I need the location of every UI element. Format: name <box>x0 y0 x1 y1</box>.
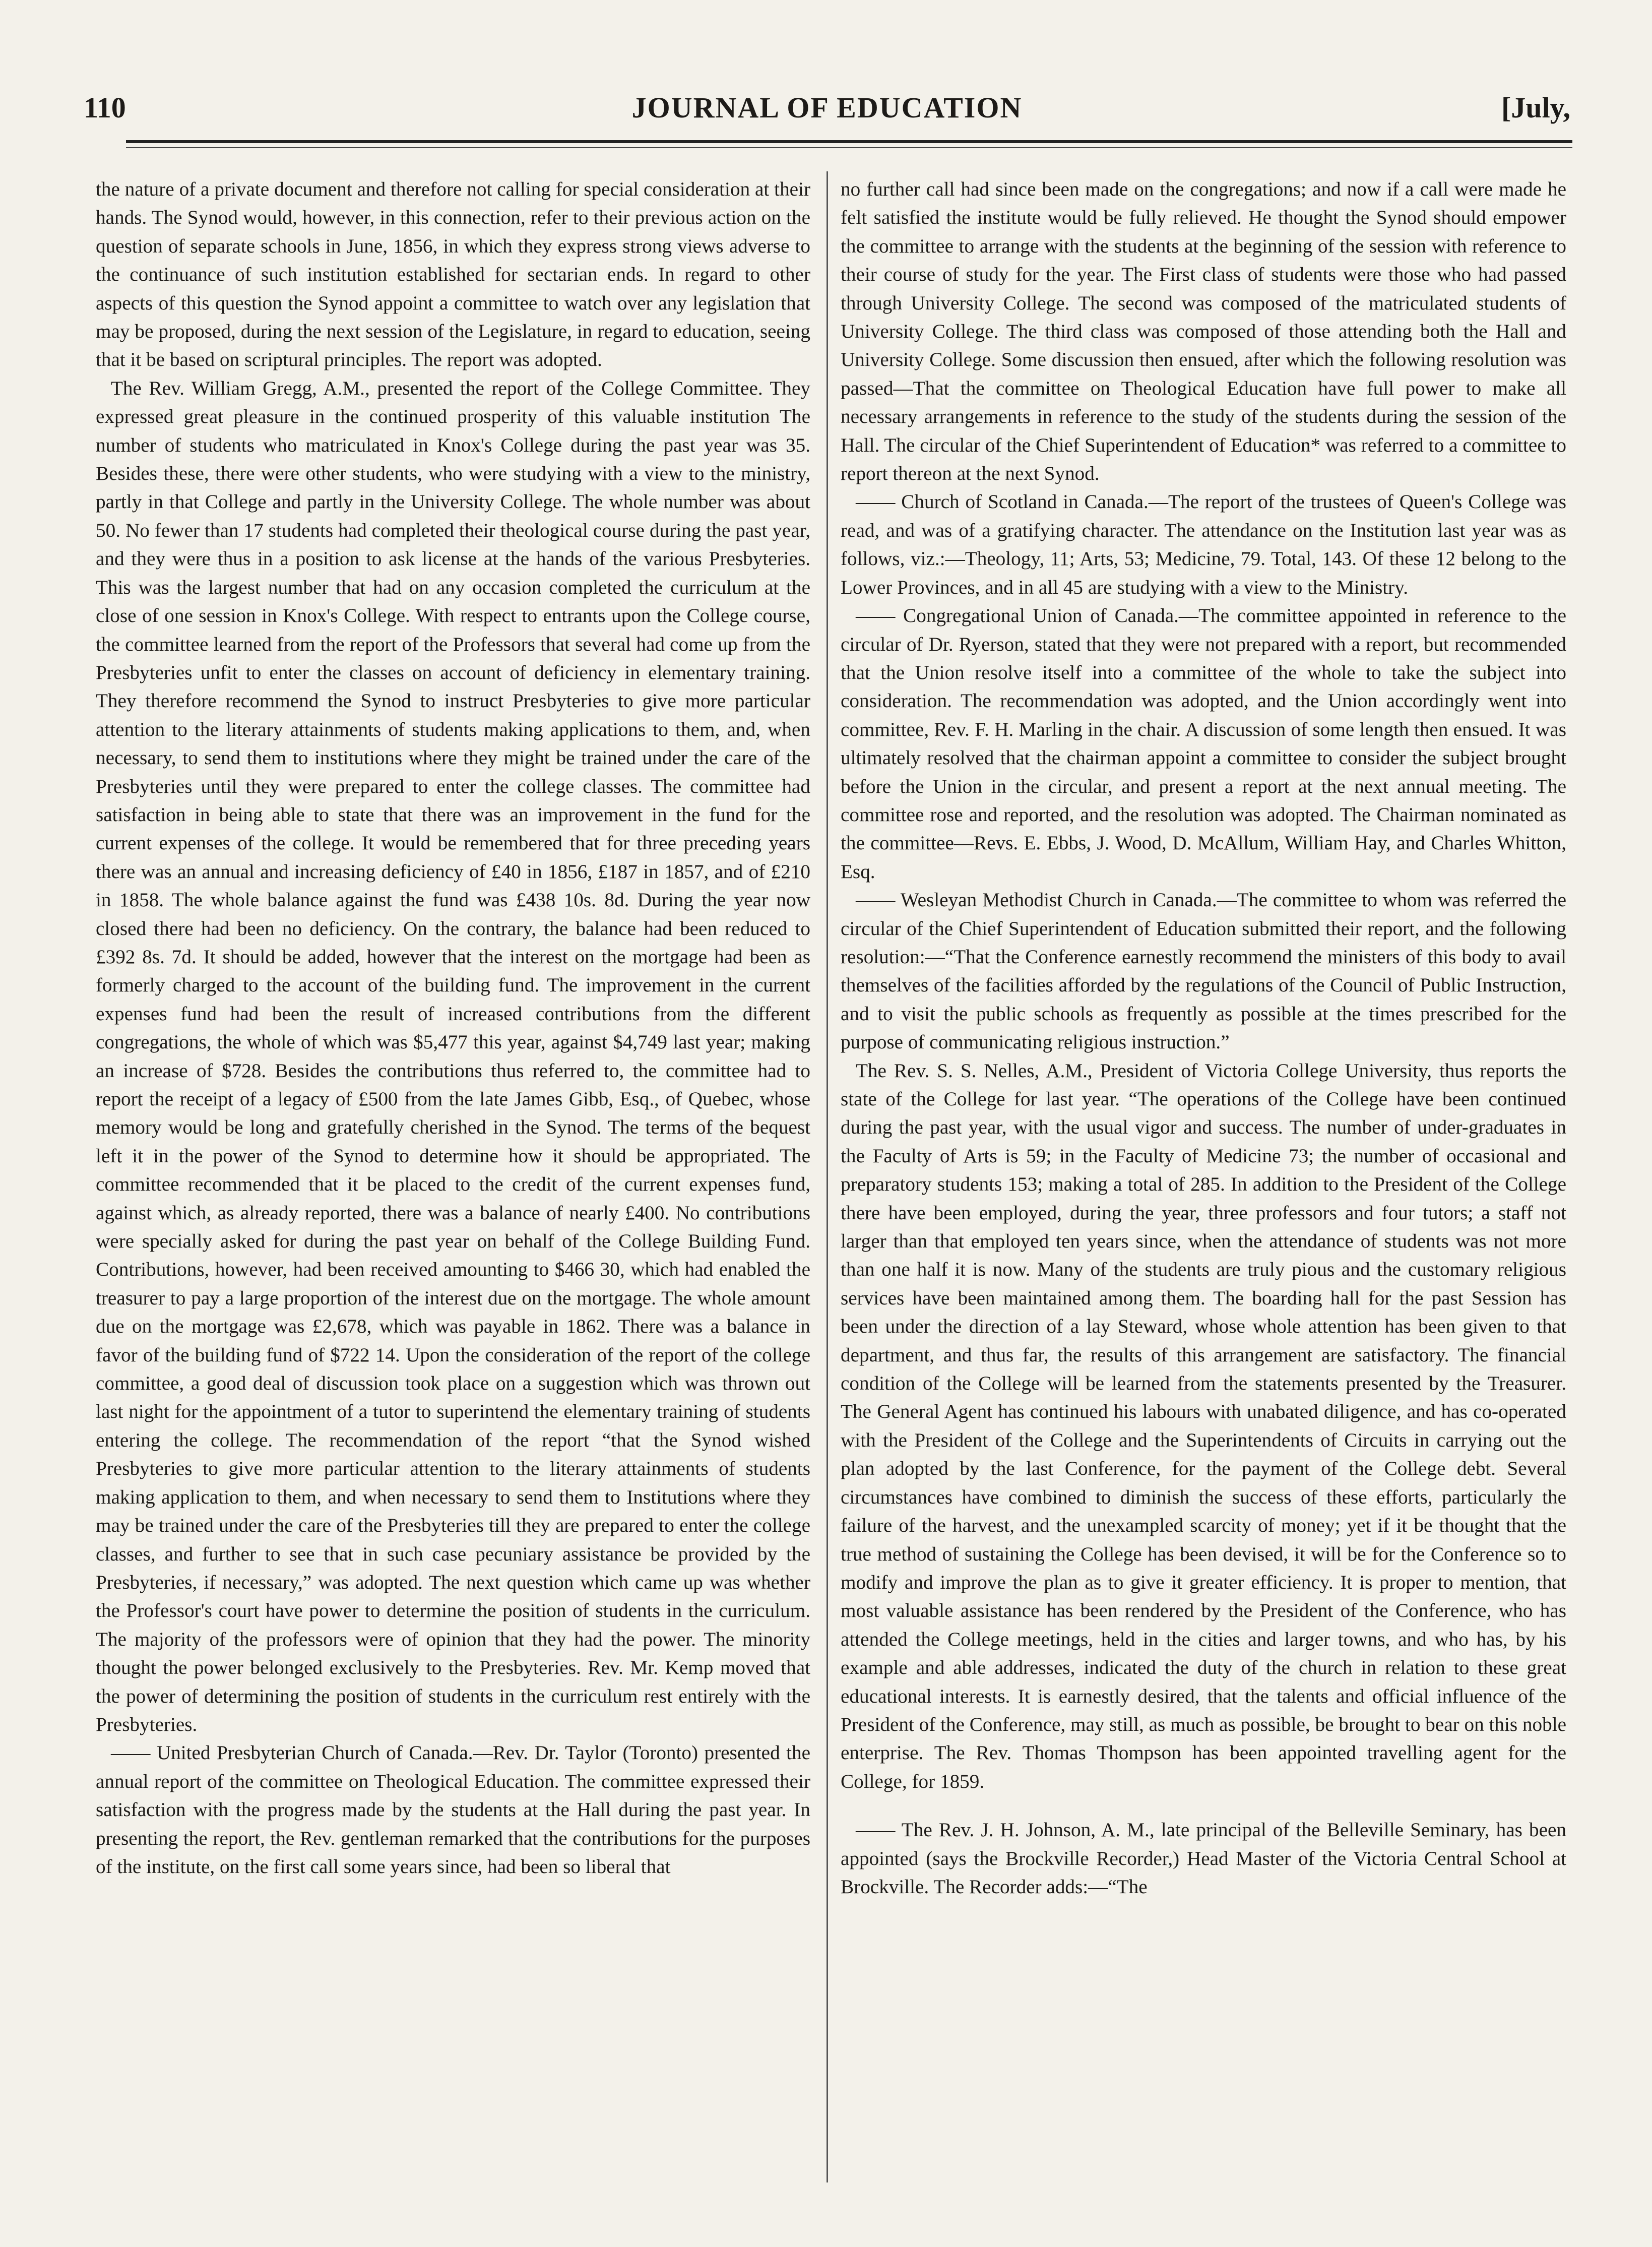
page-number: 110 <box>84 91 126 124</box>
paragraph-theological-education: no further call had since been made on the congregations; and now if a call were made he felt satisfied the institute would be fully relieved. He thought the Synod should empower the committee to arrange with the students at the beginning of the session with reference to their course of study for the year. The First class of students were those who had passed through University College. The second was composed of the matriculated students of University College. The third class was composed of those attending both the Hall and University College. Some discussion then ensued, after which the following resolution was passed—That the committee on Theological Education have full power to make all necessary arrangements in reference to the study of the students during the session of the Hall. The circular of the Chief Superintendent of Education* was referred to a committee to report thereon at the next Synod. <box>841 178 1566 485</box>
paragraph-rev-johnson: —— The Rev. J. H. Johnson, A. M., late principal of the Belleville Seminary, has been appointed (says the Brockville Recorder,) Head Master of the Victoria Central School at Brockville. The Recorder adds:—“The <box>841 1819 1566 1898</box>
paragraph-united-presbyterian: —— United Presbyterian Church of Canada.—Rev. Dr. Taylor (Toronto) presented the annual report of the committee on Theological Education. The committee expressed their satisfaction with the progress made by the students at the Hall during the past year. In presenting the report, the Rev. gentleman remarked that the contributions for the purposes of the institute, on the first call some years since, had been so liberal that <box>96 1742 810 1878</box>
paragraph-wesleyan-methodist: —— Wesleyan Methodist Church in Canada.—The committee to whom was referred the circular of the Chief Superintendent of Education submitted their report, and the following resolution:—“That the Conference earnestly recommend the ministers of this body to avail themselves of the facilities afforded by the regulations of the Council of Public Instruction, and to visit the public schools as frequently as possible at the times prescribed for the purpose of communicating religious instruction.” <box>841 889 1566 1053</box>
paragraph-congregational-union: —— Congregational Union of Canada.—The committee appointed in reference to the circular of Dr. Ryerson, stated that they were not prepared with a report, but recommended that the Union resolve itself into a committee of the whole to take the subject into consideration. The recommendation was adopted, and the Union accordingly went into committee, Rev. F. H. Marling in the chair. A discussion of some length then ensued. It was ultimately resolved that the chairman appoint a committee to consider the subject brought before the Union in the circular, and present a report at the next annual meeting. The committee rose and reported, and the resolution was adopted. The Chairman nominated as the committee—Revs. E. Ebbs, J. Wood, D. McAllum, William Hay, and Charles Whitton, Esq. <box>841 605 1566 883</box>
page-header <box>84 90 1570 126</box>
paragraph-church-of-scotland: —— Church of Scotland in Canada.—The report of the trustees of Queen's College was read, and was of a gratifying character. The attendance on the Institution last year was as follows, viz.:—Theology, 11; Arts, 53; Medicine, 79. Total, 143. Of these 12 belong to the Lower Provinces, and in all 45 are studying with a view to the Ministry. <box>841 491 1566 598</box>
paragraph-victoria-college: The Rev. S. S. Nelles, A.M., President of Victoria College University, thus reports the state of the College for last year. “The operations of the College have been continued during the past year, with the usual vigor and success. The number of under-graduates in the Faculty of Arts is 59; in the Faculty of Medicine 73; the number of occasional and preparatory students 153; making a total of 285. In addition to the President of the College there have been employed, during the year, three professors and four tutors; a staff not larger than that employed ten years since, when the attendance of students was not more than one half it is now. Many of the students are truly pious and the customary religious services have been maintained among them. The boarding hall for the past Session has been under the direction of a lay Steward, whose whole attention has been given to that department, and thus far, the results of this arrangement are satisfactory. The financial condition of the College will be learned from the statements presented by the Treasurer. The General Agent has continued his labours with unabated diligence, and has co-operated with the President of the College and the Superintendents of Circuits in carrying out the plan adopted by the last Conference, for the payment of the College debt. Several circumstances have combined to diminish the success of these efforts, particularly the failure of the harvest, and the unexampled scarcity of money; yet if it be thought that the true method of sustaining the College has been devised, it will be for the Conference so to modify and improve the plan as to give it greater efficiency. It is proper to mention, that most valuable assistance has been rendered by the President of the Conference, who has attended the College meetings, held in the cities and larger towns, and who has, by his example and able addresses, indicated the duty of the church in relation to these great educational interests. It is earnestly desired, that the talents and official influence of the President of the Conference, may still, as much as possible, be brought to bear on this noble enterprise. The Rev. Thomas Thompson has been appointed travelling agent for the College, for 1859. <box>841 1059 1566 1792</box>
issue-month: [July, <box>1501 91 1570 124</box>
left-column <box>96 175 810 1881</box>
header-rule <box>126 140 1572 143</box>
header-rule-thin <box>126 147 1572 148</box>
column-divider <box>827 171 828 2182</box>
paragraph-synod-report-end: the nature of a private document and therefore not calling for special consideration at their hands. The Synod would, however, in this connection, refer to their previous action on the question of separate schools in June, 1856, in which they express strong views adverse to the continuance of such institution established for sectarian ends. In regard to other aspects of this question the Synod appoint a committee to watch over any legislation that may be proposed, during the next session of the Legislature, in regard to education, seeing that it be based on scriptural principles. The report was adopted. <box>96 178 810 371</box>
journal-title: JOURNAL OF EDUCATION <box>631 91 1023 124</box>
right-column <box>841 175 1566 1901</box>
paragraph-college-committee: The Rev. William Gregg, A.M., presented the report of the College Committee. They expressed great pleasure in the continued prosperity of this valuable institution The number of students who matriculated in Knox's College during the past year was 35. Besides these, there were other students, who were studying with a view to the ministry, partly in that College and partly in the University College. The whole number was about 50. No fewer than 17 students had completed their theological course during the past year, and they were thus in a position to ask license at the hands of the various Presbyteries. This was the largest number that had on any occasion completed the curriculum at the close of one session in Knox's College. With respect to entrants upon the College course, the committee learned from the report of the Professors that several had come up from the Presbyteries unfit to enter the classes on account of deficiency in elementary training. They therefore recommend the Synod to instruct Presbyteries to give more particular attention to the literary attainments of students making applications to them, and, when necessary, to send them to institutions where they might be trained under the care of the Presbyteries until they were prepared to enter the college classes. The committee had satisfaction in being able to state that there was an improvement in the fund for the current expenses of the college. It would be remembered that for three preceding years there was an annual and increasing deficiency of £40 in 1856, £187 in 1857, and of £210 in 1858. The whole balance against the fund was £438 10s. 8d. During the year now closed there had been no deficiency. On the contrary, the balance had been reduced to £392 8s. 7d. It should be added, however that the interest on the mortgage had been as formerly charged to the account of the building fund. The improvement in the current expenses fund had been the result of increased contributions from the different congregations, the whole of which was $5,477 this year, against $4,749 last year; making an increase of $728. Besides the contributions thus referred to, the committee had to report the receipt of a legacy of £500 from the late James Gibb, Esq., of Quebec, whose memory would be long and gratefully cherished in the Synod. The terms of the bequest left it in the power of the Synod to determine how it should be appropriated. The committee recommended that it be placed to the credit of the current expenses fund, against which, as already reported, there was a balance of nearly £400. No contributions were specially asked for during the past year on behalf of the College Building Fund. Contributions, however, had been received amounting to $466 30, which had enabled the treasurer to pay a large proportion of the interest due on the mortgage. The whole amount due on the mortgage was £2,678, which was payable in 1862. There was a balance in favor of the building fund of $722 14. Upon the consideration of the report of the college committee, a good deal of discussion took place on a suggestion which was thrown out last night for the appointment of a tutor to superintend the elementary training of students entering the college. The recommendation of the report “that the Synod wished Presbyteries to give more particular attention to the literary attainments of students making application to them, and when necessary to send them to Institutions where they may be trained under the care of the Presbyteries till they are prepared to enter the college classes, and further to see that in such case pecuniary assistance be provided by the Presbyteries, if necessary,” was adopted. The next question which came up was whether the Professor's court have power to determine the position of students in the curriculum. The majority of the professors were of opinion that they had the power. The minority thought the power belonged exclusively to the Presbyteries. Rev. Mr. Kemp moved that the power of determining the position of students in the curriculum rest entirely with the Presbyteries. <box>96 377 810 1735</box>
